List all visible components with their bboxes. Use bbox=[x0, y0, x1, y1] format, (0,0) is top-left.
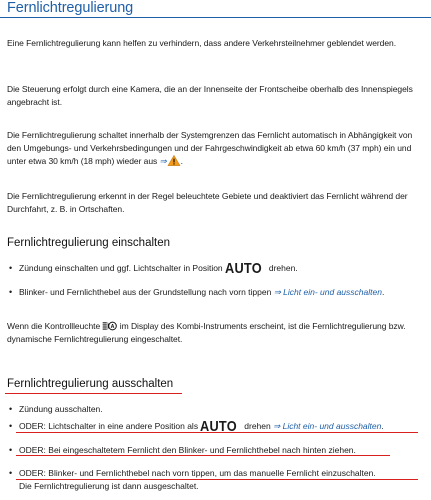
page-title: Fernlichtregulierung bbox=[7, 0, 134, 16]
high-beam-assist-lamp-icon bbox=[102, 321, 117, 331]
list-item: • ODER: Lichtschalter in eine andere Position als AUTO drehen ⇒ Licht ein- und ausschalten. bbox=[7, 420, 425, 433]
warning-reference-arrow[interactable]: ⇒ bbox=[159, 156, 167, 167]
heading-switch-on: Fernlichtregulierung einschalten bbox=[7, 237, 171, 249]
list-item: • Zündung ausschalten. bbox=[7, 403, 425, 416]
paragraph-camera: Die Steuerung erfolgt durch eine Kamera, die an der Innenseite der Frontscheibe oberhalb des Innenspiegels angebracht ist. bbox=[7, 84, 413, 108]
annotation-underline bbox=[16, 479, 418, 480]
title-underline bbox=[0, 17, 431, 18]
warning-triangle-icon[interactable] bbox=[167, 155, 181, 166]
auto-switch-symbol: AUTO bbox=[200, 418, 238, 435]
list-item: • Blinker- und Fernlichthebel aus der Grundstellung nach vorn tippen ⇒ Licht ein- und ausschalten. bbox=[7, 286, 425, 299]
list-item: • Zündung einschalten und ggf. Lichtschalter in Position AUTO drehen. bbox=[7, 262, 425, 275]
annotation-underline bbox=[16, 455, 390, 456]
link-licht-ein-ausschalten[interactable]: ⇒ Licht ein- und ausschalten bbox=[273, 287, 382, 297]
svg-text:A: A bbox=[111, 323, 115, 330]
list-item: • ODER: Bei eingeschaltetem Fernlicht den Blinker- und Fernlichthebel nach hinten ziehen. bbox=[7, 444, 425, 457]
paragraph-indicator: Wenn die Kontrollleuchte A im Display des Kombi-Instruments erscheint, ist die Fernlichtregulierung bzw. dynamische Fernlichtregulierung eingeschaltet. bbox=[7, 321, 406, 345]
auto-switch-symbol: AUTO bbox=[225, 260, 262, 277]
paragraph-speed-text: Die Fernlichtregulierung schaltet innerhalb der Systemgrenzen das Fernlicht automatisch in Abhängigkeit von den Umgebungs- und Verkehrsbedingungen und der Fahrgeschwindigkeit ab etwa 60 km/h (37 mph) ein und unter etwa 30 km/h (18 mph) wieder aus bbox=[7, 130, 413, 167]
paragraph-intro: Eine Fernlichtregulierung kann helfen zu verhindern, dass andere Verkehrsteilnehmer geblendet werden. bbox=[7, 38, 397, 48]
paragraph-speed: Die Fernlichtregulierung schaltet innerhalb der Systemgrenzen das Fernlicht automatisch in Abhängigkeit von den Umgebungs- und Verkehrsbedingungen und der Fahrgeschwindigkeit ab etwa 60 km/h (37 mph) ein und unter etwa 30 km/h (18 mph) wieder aus ⇒ . bbox=[7, 130, 413, 167]
annotation-underline bbox=[16, 432, 418, 433]
list-item: • ODER: Blinker- und Fernlichthebel nach vorn tippen, um das manuelle Fernlicht einzuschalten. Die Fernlichtregulierung ist dann ausgeschaltet. bbox=[7, 467, 425, 493]
heading-switch-off-underline bbox=[5, 393, 182, 394]
paragraph-urban: Die Fernlichtregulierung erkennt in der Regel beleuchtete Gebiete und deaktiviert das Fernlicht während der Durchfahrt, z. B. in Ortschaften. bbox=[7, 191, 408, 215]
heading-switch-off: Fernlichtregulierung ausschalten bbox=[7, 378, 174, 390]
link-licht-ein-ausschalten[interactable]: ⇒ Licht ein- und ausschalten bbox=[273, 421, 382, 431]
